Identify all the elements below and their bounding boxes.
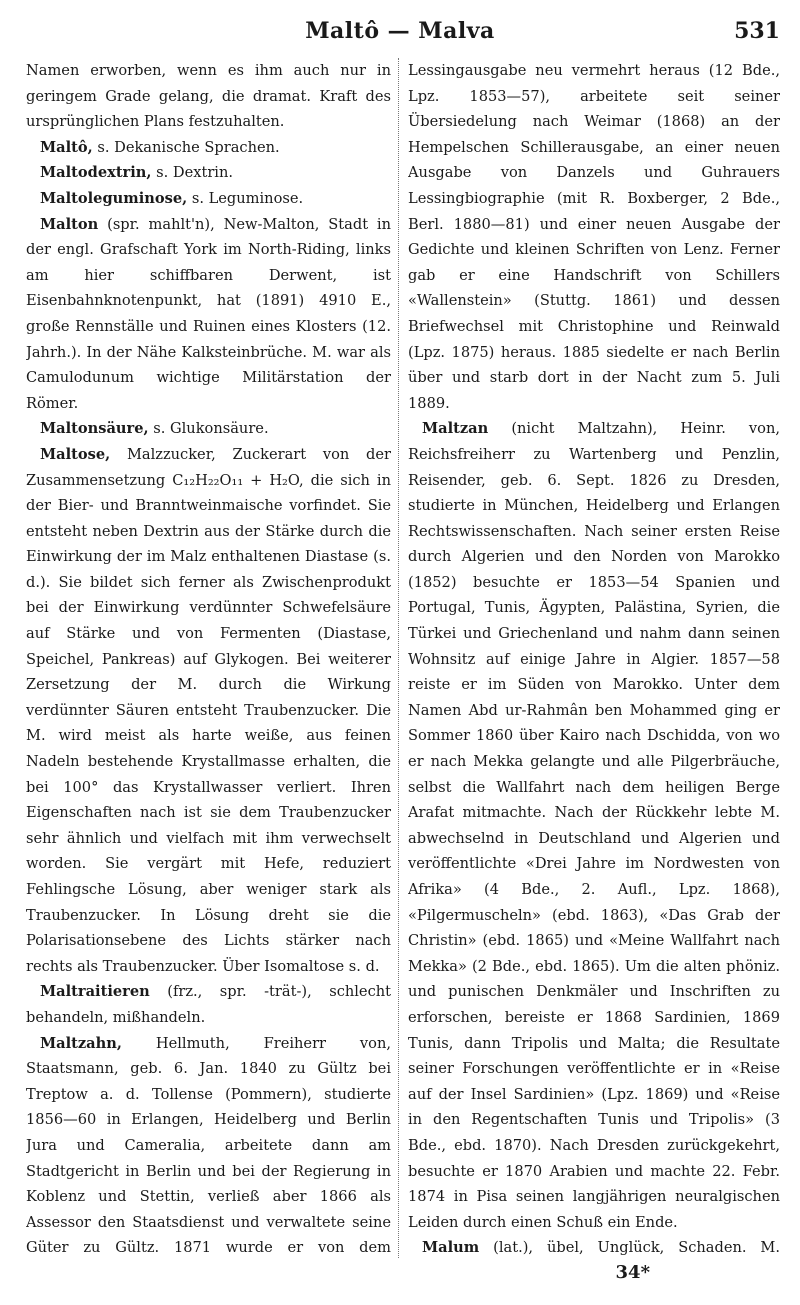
- dictionary-entry: [408, 416, 780, 1235]
- printer-signature: 34*: [615, 1262, 650, 1283]
- entry-headword: Malum: [422, 1239, 480, 1257]
- entry-headword: Malton: [40, 215, 99, 233]
- entry-text: (nicht Maltzahn), Heinr. von, Reichsfreiherr zu Wartenberg und Penzlin, Reisender, geb. 6. Sept. 1826 zu Dresden, studierte in München, Heidelberg und Erlangen Rechtswissenschaften. Nach seiner ersten Reise durch Algerien und den Norden von Marokko (1852) besuchte er 1853—54 Spanien und Portugal, Tunis, Ägypten, Palästina, Syrien, die Türkei und Griechenland und nahm dann seinen Wohnsitz auf einige Jahre in Algier. 1857—58 reiste er im Süden von Marokko. Unter dem Namen Abd ur-Rahmân ben Mohammed ging er Sommer 1860 über Kairo nach Dschidda, von wo er nach Mekka gelangte und alle Pilgerbräuche, selbst die Wallfahrt nach dem heiligen Berge Arafat mitmachte. Nach der Rückkehr lebte M. abwechselnd in Deutschland und Algerien und veröffentlichte «Drei Jahre im Nordwesten von Afrika» (4 Bde., 2. Aufl., Lpz. 1868), «Pilgermuscheln» (ebd. 1863), «Das Grab der Christin» (ebd. 1865) und «Meine Wallfahrt nach Mekka» (2 Bde., ebd. 1865). Um die alten phöniz. und punischen Denkmäler und Inschriften zu erforschen, bereiste er 1868 Sardinien, 1869 Tunis, dann Tripolis und Malta; die Resultate seiner Forschungen veröffentlichte er in «Reise auf der Insel Sardinien» (Lpz. 1869) und «Reise in den Regentschaften Tunis und Tripolis» (3 Bde., ebd. 1870). Nach Dresden zurückgekehrt, besuchte er 1870 Arabien und machte 22. Febr. 1874 in Pisa seinen langjährigen neuralgischen Leiden durch einen Schuß ein Ende.: [408, 420, 780, 1231]
- entry-text: (lat.), übel, Unglück, Schaden. M.: [493, 1239, 780, 1257]
- entry-headword: Maltodextrin,: [40, 164, 152, 182]
- dictionary-entry: [26, 442, 391, 979]
- entry-headword: Maltose,: [40, 445, 111, 463]
- entry-headword: Maltô,: [40, 138, 93, 156]
- entry-text: Namen erworben, wenn es ihm auch nur in geringem Grade gelang, die dramat. Kraft des ursprünglichen Plans festzuhalten.: [26, 62, 391, 131]
- right-column: [408, 58, 780, 1258]
- dictionary-entry: [26, 135, 391, 161]
- page-number: 531: [734, 18, 780, 44]
- entry-headword: Maltonsäure,: [40, 420, 149, 438]
- dictionary-entry: [408, 58, 780, 416]
- dictionary-entry: [26, 1031, 391, 1258]
- entry-headword: Maltraitieren: [40, 983, 150, 1001]
- entry-headword: Maltzahn,: [40, 1034, 122, 1052]
- running-title: Maltô — Malva: [305, 18, 495, 44]
- dictionary-entry: [26, 186, 391, 212]
- entry-text: Malzzucker, Zuckerart von der Zusammensetzung C₁₂H₂₂O₁₁ + H₂O, die sich in der Bier- und Branntweinmaische vorfindet. Sie entsteht neben Dextrin aus der Stärke durch die Einwirkung der im Malz enthaltenen Diastase (s. d.). Sie bildet sich ferner als Zwischenprodukt bei der Einwirkung verdünnter Schwefelsäure auf Stärke und von Fermenten (Diastase, Speichel, Pankreas) auf Glykogen. Bei weiterer Zersetzung der M. durch die Wirkung verdünnter Säuren entsteht Traubenzucker. Die M. wird meist als harte weiße, aus feinen Nadeln bestehende Krystallmasse erhalten, die bei 100° das Krystallwasser verliert. Ihren Eigenschaften nach ist sie dem Traubenzucker sehr ähnlich und vielfach mit ihm verwechselt worden. Sie vergärt mit Hefe, reduziert Fehlingsche Lösung, aber weniger stark als Traubenzucker. In Lösung dreht sie die Polarisationsebene des Lichts stärker nach rechts als Traubenzucker. Über Isomaltose s. d.: [26, 445, 391, 975]
- left-column: [26, 58, 391, 1258]
- entry-text: Lessingausgabe neu vermehrt heraus (12 Bde., Lpz. 1853—57), arbeitete seit seiner Übersiedelung nach Weimar (1868) an der Hempelschen Schillerausgabe, an einer neuen Ausgabe von Danzels und Guhrauers Lessingbiographie (mit R. Boxberger, 2 Bde., Berl. 1880—81) und einer neuen Ausgabe der Gedichte und kleinen Schriften von Lenz. Ferner gab er eine Handschrift von Schillers «Wallenstein» (Stuttg. 1861) und dessen Briefwechsel mit Christophine und Reinwald (Lpz. 1875) heraus. 1885 siedelte er nach Berlin über und starb dort in der Nacht zum 5. Juli 1889.: [408, 62, 780, 412]
- dictionary-entry: [26, 979, 391, 1030]
- entry-text: s. Dekanische Sprachen.: [97, 138, 280, 156]
- dictionary-entry: [26, 160, 391, 186]
- entry-text: s. Leguminose.: [191, 189, 304, 207]
- entry-text: s. Glukonsäure.: [153, 420, 269, 438]
- entry-text: (spr. mahlt'n), New-Malton, Stadt in der engl. Grafschaft York im North-Riding, links am hier schiffbaren Derwent, ist Eisenbahnknotenpunkt, hat (1891) 4910 E., große Rennställe und Ruinen eines Klosters (12. Jahrh.). In der Nähe Kalksteinbrüche. M. war als Camulodunum wichtige Militärstation der Römer.: [26, 215, 391, 412]
- entry-text: s. Dextrin.: [156, 164, 234, 182]
- dictionary-entry: [26, 58, 391, 135]
- page-header: [0, 14, 800, 54]
- entry-headword: Maltzan: [422, 420, 489, 438]
- entry-headword: Maltoleguminose,: [40, 189, 188, 207]
- entry-text: Hellmuth, Freiherr von, Staatsmann, geb. 6. Jan. 1840 zu Gültz bei Treptow a. d. Tollense (Pommern), studierte 1856—60 in Erlangen, Heidelberg und Berlin Jura und Cameralia, arbeitete dann am Stadtgericht in Berlin und bei der Regierung in Koblenz und Stettin, verließ aber 1866 als Assessor den Staatsdienst und verwaltete seine Güter zu Gültz. 1871 wurde er von dem: [26, 1034, 391, 1257]
- dictionary-entry: [408, 1235, 780, 1258]
- dictionary-entry: [26, 416, 391, 442]
- dictionary-entry: [26, 212, 391, 417]
- column-divider: [398, 58, 399, 1258]
- text-columns: [26, 58, 782, 1258]
- entry-text: (frz., spr. -trät-), schlecht behandeln, mißhandeln.: [26, 983, 391, 1026]
